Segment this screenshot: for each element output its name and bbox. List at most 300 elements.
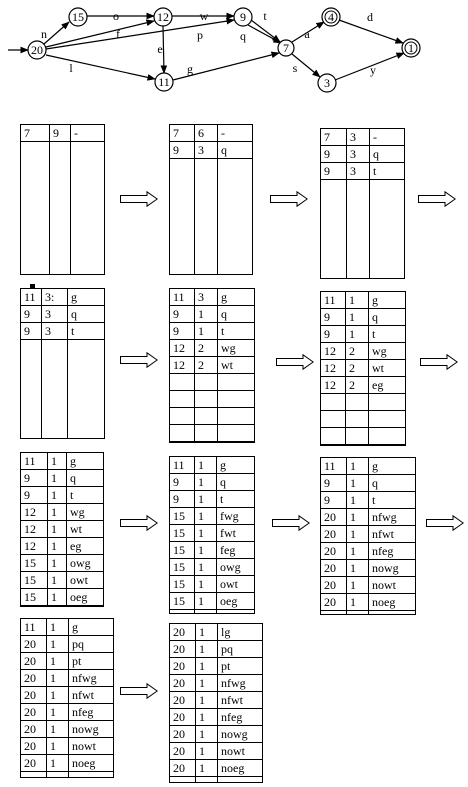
edge-n12-n11-e [163, 26, 164, 73]
filler-row [321, 180, 405, 279]
table-row [21, 619, 114, 636]
count-cell: 1 [196, 624, 218, 641]
path-cell: feg [217, 542, 255, 559]
count-cell: 1 [346, 326, 369, 343]
filler-row [21, 772, 114, 778]
count-cell: 1 [347, 543, 369, 560]
filler-row [321, 611, 416, 615]
table-row [321, 458, 416, 475]
edge-label: l [69, 61, 73, 75]
state-node-4 [322, 8, 340, 26]
table-row [170, 508, 255, 525]
table-row [170, 559, 255, 576]
state-cell: 20 [21, 653, 47, 670]
path-cell: q [67, 470, 104, 487]
filler-cell [321, 180, 347, 279]
state-cell: 12 [170, 340, 195, 357]
count-cell: 1 [47, 721, 69, 738]
state-cell: 9 [21, 323, 42, 340]
state-cell: 20 [321, 543, 347, 560]
count-cell: 1 [347, 526, 369, 543]
count-cell: 1 [196, 675, 218, 692]
table-row [21, 538, 104, 555]
state-cell: 20 [170, 743, 196, 760]
table-row [321, 129, 405, 146]
count-cell: 1 [347, 492, 369, 509]
empty-row [170, 425, 255, 442]
state-cell: 9 [321, 475, 347, 492]
filler-cell [195, 159, 218, 275]
path-cell: t [217, 491, 255, 508]
state-cell: 9 [21, 487, 48, 504]
path-cell: q [369, 309, 406, 326]
state-label: 3 [324, 76, 330, 90]
state-cell: 20 [321, 526, 347, 543]
filler-row [21, 606, 104, 607]
table-row [170, 457, 255, 474]
edge-label: n [41, 27, 47, 41]
table-row [21, 487, 104, 504]
table-row [170, 142, 253, 159]
table-row [21, 555, 104, 572]
table-row [170, 525, 255, 542]
state-cell: 20 [21, 755, 47, 772]
queue-table-5 [169, 288, 255, 443]
empty-cell [170, 391, 195, 408]
state-cell: 12 [21, 521, 48, 538]
state-cell: 20 [170, 709, 196, 726]
table-row [321, 594, 416, 611]
filler-cell [170, 610, 195, 614]
path-cell: q [218, 142, 253, 159]
path-cell: nfwg [69, 670, 114, 687]
queue-table-2 [169, 124, 253, 275]
step-arrow-5 [276, 354, 314, 370]
count-cell: 1 [47, 619, 69, 636]
queue-table-6 [320, 291, 406, 446]
state-cell: 11 [170, 457, 195, 474]
state-cell: 20 [321, 509, 347, 526]
count-cell: 1 [195, 474, 217, 491]
state-cell: 15 [170, 576, 195, 593]
edge-label: g [187, 62, 193, 76]
state-cell: 12 [321, 377, 346, 394]
path-cell: fwt [217, 525, 255, 542]
count-cell: 1 [196, 658, 218, 675]
empty-cell [369, 394, 406, 411]
edge-label: t [263, 9, 267, 23]
table-row [21, 636, 114, 653]
filler-cell [347, 611, 369, 615]
count-cell: 1 [47, 687, 69, 704]
state-cell: 20 [321, 560, 347, 577]
table-row [321, 560, 416, 577]
table-row [21, 704, 114, 721]
count-cell: 1 [347, 594, 369, 611]
count-cell: 1 [196, 760, 218, 777]
count-cell: 1 [48, 504, 67, 521]
step-arrow-1 [120, 191, 158, 207]
count-cell: 1 [195, 323, 218, 340]
empty-row [170, 408, 255, 425]
empty-row [170, 374, 255, 391]
path-cell: nfeg [369, 543, 416, 560]
path-cell: nowt [369, 577, 416, 594]
state-cell: 20 [21, 636, 47, 653]
queue-table-11 [169, 623, 263, 783]
path-cell: eg [67, 538, 104, 555]
empty-row [321, 394, 406, 411]
table-row [170, 675, 263, 692]
state-cell: 20 [21, 704, 47, 721]
filler-row [21, 142, 105, 275]
table-row [170, 760, 263, 777]
filler-cell [170, 159, 195, 275]
path-cell: pq [69, 636, 114, 653]
state-cell: 11 [321, 458, 347, 475]
state-cell: 9 [170, 491, 195, 508]
state-cell: 20 [170, 675, 196, 692]
path-cell: owt [217, 576, 255, 593]
filler-cell [69, 772, 114, 778]
filler-row [170, 442, 255, 443]
state-cell: 15 [21, 572, 48, 589]
path-cell: t [68, 323, 105, 340]
empty-cell [346, 411, 369, 428]
empty-cell [195, 391, 218, 408]
count-cell: 1 [195, 491, 217, 508]
path-cell: g [369, 292, 406, 309]
state-cell: 9 [321, 326, 346, 343]
path-cell: nfwt [218, 692, 263, 709]
table-row [170, 306, 255, 323]
empty-cell [170, 425, 195, 442]
count-cell: 1 [196, 641, 218, 658]
automaton-graph [0, 0, 468, 110]
state-cell: 15 [170, 542, 195, 559]
table-row [21, 670, 114, 687]
count-cell: 1 [195, 576, 217, 593]
state-cell: 9 [21, 470, 48, 487]
count-cell: 1 [48, 589, 67, 606]
count-cell: 1 [195, 306, 218, 323]
count-cell: 1 [347, 560, 369, 577]
state-cell: 9 [21, 306, 42, 323]
state-cell: 15 [170, 559, 195, 576]
state-cell: 7 [170, 125, 195, 142]
count-cell: 1 [48, 453, 67, 470]
table-row [21, 470, 104, 487]
table-row [170, 323, 255, 340]
filler-cell [217, 610, 255, 614]
table-row [170, 658, 263, 675]
state-cell: 20 [170, 641, 196, 658]
path-cell: g [217, 457, 255, 474]
empty-cell [346, 428, 369, 445]
count-cell: 9 [50, 125, 71, 142]
table-row [21, 306, 105, 323]
state-cell: 12 [21, 538, 48, 555]
count-cell: 1 [47, 653, 69, 670]
filler-cell [195, 610, 217, 614]
edge-n20-n12-f [46, 21, 154, 47]
count-cell: 2 [346, 360, 369, 377]
path-cell: wg [218, 340, 255, 357]
table-row [321, 526, 416, 543]
state-cell: 11 [170, 289, 195, 306]
state-cell: 12 [21, 504, 48, 521]
state-cell: 15 [170, 593, 195, 610]
path-cell: q [369, 475, 416, 492]
count-cell: 1 [47, 704, 69, 721]
state-cell: 20 [170, 760, 196, 777]
count-cell: 1 [48, 470, 67, 487]
table-row [21, 521, 104, 538]
empty-row [321, 428, 406, 445]
path-cell: owt [67, 572, 104, 589]
count-cell: 2 [346, 343, 369, 360]
empty-cell [218, 391, 255, 408]
step-arrow-6 [420, 354, 458, 370]
edge-label: p [197, 28, 203, 42]
count-cell: 1 [195, 525, 217, 542]
count-cell: 1 [48, 555, 67, 572]
empty-cell [195, 425, 218, 442]
state-cell: 15 [21, 589, 48, 606]
table-row [321, 509, 416, 526]
path-cell: nfwg [218, 675, 263, 692]
state-node-9 [234, 8, 252, 26]
count-cell: 3 [347, 163, 370, 180]
filler-cell [370, 180, 405, 279]
table-row [170, 340, 255, 357]
count-cell: 1 [196, 692, 218, 709]
table-row [321, 475, 416, 492]
state-cell: 11 [321, 292, 346, 309]
state-cell: 20 [170, 658, 196, 675]
state-cell: 11 [21, 619, 47, 636]
path-cell: g [67, 453, 104, 470]
path-cell: oeg [217, 593, 255, 610]
state-label: 4 [328, 10, 334, 24]
edge-label: a [304, 27, 310, 41]
filler-row [170, 777, 263, 783]
empty-cell [218, 425, 255, 442]
table-row [170, 692, 263, 709]
table-row [170, 709, 263, 726]
table-row [21, 687, 114, 704]
table-row [21, 289, 105, 306]
path-cell: g [69, 619, 114, 636]
count-cell: 1 [195, 593, 217, 610]
path-cell: lg [218, 624, 263, 641]
table-row [321, 377, 406, 394]
path-cell: noeg [369, 594, 416, 611]
table-row [21, 504, 104, 521]
edge-n9-n7-t [251, 20, 280, 42]
filler-cell [48, 606, 67, 607]
count-cell: 2 [346, 377, 369, 394]
step-arrow-7 [120, 515, 158, 531]
filler-cell [195, 442, 218, 443]
table-row [21, 653, 114, 670]
filler-cell [321, 611, 347, 615]
state-cell: 9 [321, 163, 347, 180]
table-row [321, 492, 416, 509]
filler-cell [346, 445, 369, 446]
count-cell: 2 [195, 357, 218, 374]
path-cell: - [71, 125, 105, 142]
table-row [170, 743, 263, 760]
filler-row [170, 610, 255, 614]
filler-cell [42, 340, 68, 439]
count-cell: 1 [346, 309, 369, 326]
table-row [21, 572, 104, 589]
table-row [21, 323, 105, 340]
step-arrow-10 [120, 683, 158, 699]
table-row [21, 125, 105, 142]
table-row [170, 125, 253, 142]
path-cell: wg [369, 343, 406, 360]
path-cell: g [369, 458, 416, 475]
empty-cell [321, 394, 346, 411]
table-row [170, 289, 255, 306]
step-arrow-4 [120, 352, 158, 368]
empty-row [170, 391, 255, 408]
filler-row [21, 340, 105, 439]
table-row [21, 589, 104, 606]
path-cell: wt [369, 360, 406, 377]
empty-cell [369, 428, 406, 445]
path-cell: noeg [69, 755, 114, 772]
table-row [321, 343, 406, 360]
path-cell: owg [217, 559, 255, 576]
path-cell: nfeg [69, 704, 114, 721]
state-node-7 [278, 40, 294, 56]
state-cell: 20 [21, 738, 47, 755]
queue-table-7 [20, 452, 104, 607]
state-cell: 20 [321, 594, 347, 611]
queue-table-10 [20, 618, 114, 778]
state-label: 15 [72, 10, 84, 24]
table-row [170, 357, 255, 374]
count-cell: 1 [196, 743, 218, 760]
count-cell: 3 [347, 146, 370, 163]
count-cell: 1 [195, 559, 217, 576]
state-cell: 9 [170, 142, 195, 159]
filler-cell [71, 142, 105, 275]
state-node-3 [318, 74, 336, 92]
filler-cell [170, 777, 196, 783]
state-node-12 [154, 8, 172, 26]
empty-cell [170, 408, 195, 425]
state-label: 11 [158, 75, 170, 89]
state-label: 9 [240, 10, 246, 24]
filler-row [170, 159, 253, 275]
table-row [170, 726, 263, 743]
state-cell: 20 [170, 726, 196, 743]
state-label: 7 [283, 41, 289, 55]
state-cell: 9 [321, 492, 347, 509]
table-row [21, 755, 114, 772]
empty-cell [321, 428, 346, 445]
path-cell: t [218, 323, 255, 340]
count-cell: 1 [347, 475, 369, 492]
filler-cell [68, 340, 105, 439]
state-cell: 20 [21, 721, 47, 738]
empty-row [321, 411, 406, 428]
path-cell: t [370, 163, 405, 180]
path-cell: wt [67, 521, 104, 538]
state-cell: 9 [170, 474, 195, 491]
edge-n9-n7-q [248, 25, 281, 43]
count-cell: 6 [195, 125, 218, 142]
count-cell: 1 [196, 709, 218, 726]
count-cell: 1 [47, 755, 69, 772]
filler-cell [369, 611, 416, 615]
table-row [321, 163, 405, 180]
queue-table-3 [320, 128, 405, 279]
table-row [170, 641, 263, 658]
path-cell: wt [218, 357, 255, 374]
count-cell: 3 [195, 142, 218, 159]
state-cell: 7 [21, 125, 50, 142]
state-cell: 7 [321, 129, 347, 146]
edge-n20-n15-n [44, 22, 69, 44]
empty-cell [369, 411, 406, 428]
edge-label: o [113, 9, 119, 23]
state-label: 1 [408, 41, 414, 55]
filler-cell [321, 445, 346, 446]
count-cell: 1 [196, 726, 218, 743]
filler-cell [218, 159, 253, 275]
table-row [321, 360, 406, 377]
filler-cell [218, 442, 255, 443]
empty-cell [170, 374, 195, 391]
queue-table-8 [169, 456, 255, 614]
filler-cell [21, 772, 47, 778]
filler-cell [369, 445, 406, 446]
path-cell: eg [369, 377, 406, 394]
path-cell: t [67, 487, 104, 504]
state-node-11 [155, 73, 173, 91]
table-row [321, 292, 406, 309]
edge-label: f [116, 27, 120, 41]
table-row [321, 543, 416, 560]
path-cell: q [218, 306, 255, 323]
edge-label: w [199, 9, 209, 23]
count-cell: 1 [195, 457, 217, 474]
filler-cell [47, 772, 69, 778]
path-cell: wg [67, 504, 104, 521]
edge-label: y [370, 63, 376, 77]
path-cell: q [370, 146, 405, 163]
path-cell: oeg [67, 589, 104, 606]
state-cell: 15 [21, 555, 48, 572]
count-cell: 2 [195, 340, 218, 357]
edge-label: d [367, 10, 373, 24]
path-cell: nowt [69, 738, 114, 755]
empty-cell [346, 394, 369, 411]
state-node-20 [28, 41, 46, 59]
state-node-1 [402, 39, 420, 57]
table-row [21, 453, 104, 470]
state-cell: 15 [170, 525, 195, 542]
count-cell: 1 [195, 508, 217, 525]
path-cell: q [68, 306, 105, 323]
path-cell: pt [218, 658, 263, 675]
filler-cell [196, 777, 218, 783]
